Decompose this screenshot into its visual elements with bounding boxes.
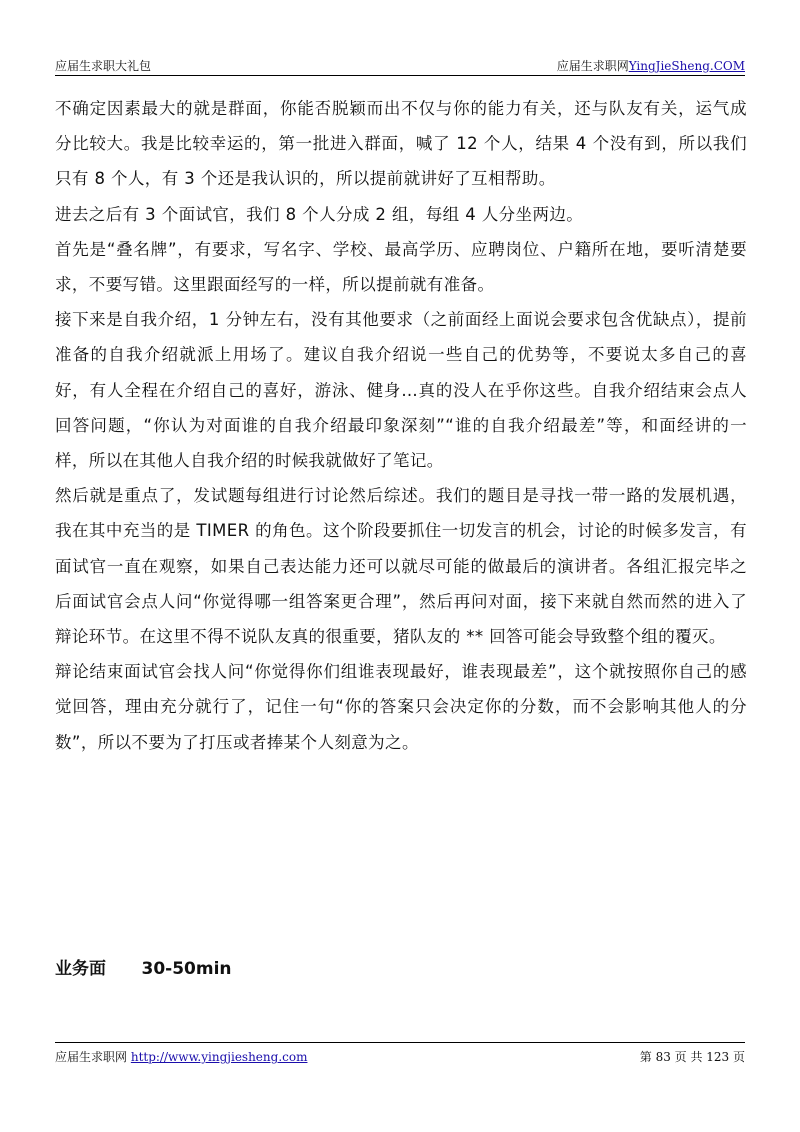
paragraph-group-interview-intro: 不确定因素最大的就是群面，你能否脱颖而出不仅与你的能力有关，还与队友有关，运气成分比较大。我是比较幸运的，第一批进入群面，喊了 12 个人，结果 4 个没有到，所以我们只有 8 个人，有 3 个还是我认识的，所以提前就讲好了互相帮助。 — [55, 99, 747, 189]
header-site-link[interactable]: YingJieSheng.COM — [628, 59, 745, 73]
article-body — [55, 91, 747, 760]
footer-divider — [55, 1042, 745, 1043]
page-number: 第 83 页 共 123 页 — [639, 1050, 745, 1064]
header-site — [557, 56, 745, 76]
header-site-label: 应届生求职网 — [556, 59, 629, 73]
footer-site-label: 应届生求职网 — [55, 1050, 128, 1064]
paragraph-name-card: 首先是“叠名牌”，有要求，写名字、学校、最高学历、应聘岗位、户籍所在地，要听清楚要求，不要写错。这里跟面经写的一样，所以提前就有准备。 — [55, 239, 747, 295]
paragraph-discussion: 然后就是重点了，发试题每组进行讨论然后综述。我们的题目是寻找一带一路的发展机遇，我在其中充当的是 TIMER 的角色。这个阶段要抓住一切发言的机会，讨论的时候多发言，有面试官一直在观察，如果自己表达能力还可以就尽可能的做最后的演讲者。各组汇报完毕之后面试官会点人问“你觉得哪一组答案更合理”，然后再问对面，接下来就自然而然的进入了辩论环节。在这里不得不说队友真的很重要，猪队友的 ** 回答可能会导致整个组的覆灭。 — [55, 486, 747, 647]
page-header — [55, 56, 745, 76]
header-divider — [55, 75, 745, 76]
header-title: 应届生求职大礼包 — [55, 59, 152, 73]
paragraph-debate: 辩论结束面试官会找人问“你觉得你们组谁表现最好，谁表现最差”，这个就按照你自己的感觉回答，理由充分就行了，记住一句“你的答案只会决定你的分数，而不会影响其他人的分数”，所以不要为了打压或者捧某个人刻意为之。 — [55, 662, 747, 752]
paragraph-self-introduction: 接下来是自我介绍，1 分钟左右，没有其他要求（之前面经上面说会要求包含优缺点），提前准备的自我介绍就派上用场了。建议自我介绍说一些自己的优势等，不要说太多自己的喜好，有人全程在介绍自己的喜好，游泳、健身…真的没人在乎你这些。自我介绍结束会点人回答问题，“你认为对面谁的自我介绍最印象深刻”“谁的自我介绍最差”等，和面经讲的一样，所以在其他人自我介绍的时候我就做好了笔记。 — [55, 310, 747, 471]
page-footer — [55, 1047, 745, 1067]
paragraph-interviewers: 进去之后有 3 个面试官，我们 8 个人分成 2 组，每组 4 人分坐两边。 — [55, 204, 584, 224]
section-heading: 业务面 30-50min — [55, 959, 232, 979]
footer-site — [55, 1047, 307, 1067]
footer-site-link[interactable]: http://www.yingjiesheng.com — [130, 1050, 308, 1064]
